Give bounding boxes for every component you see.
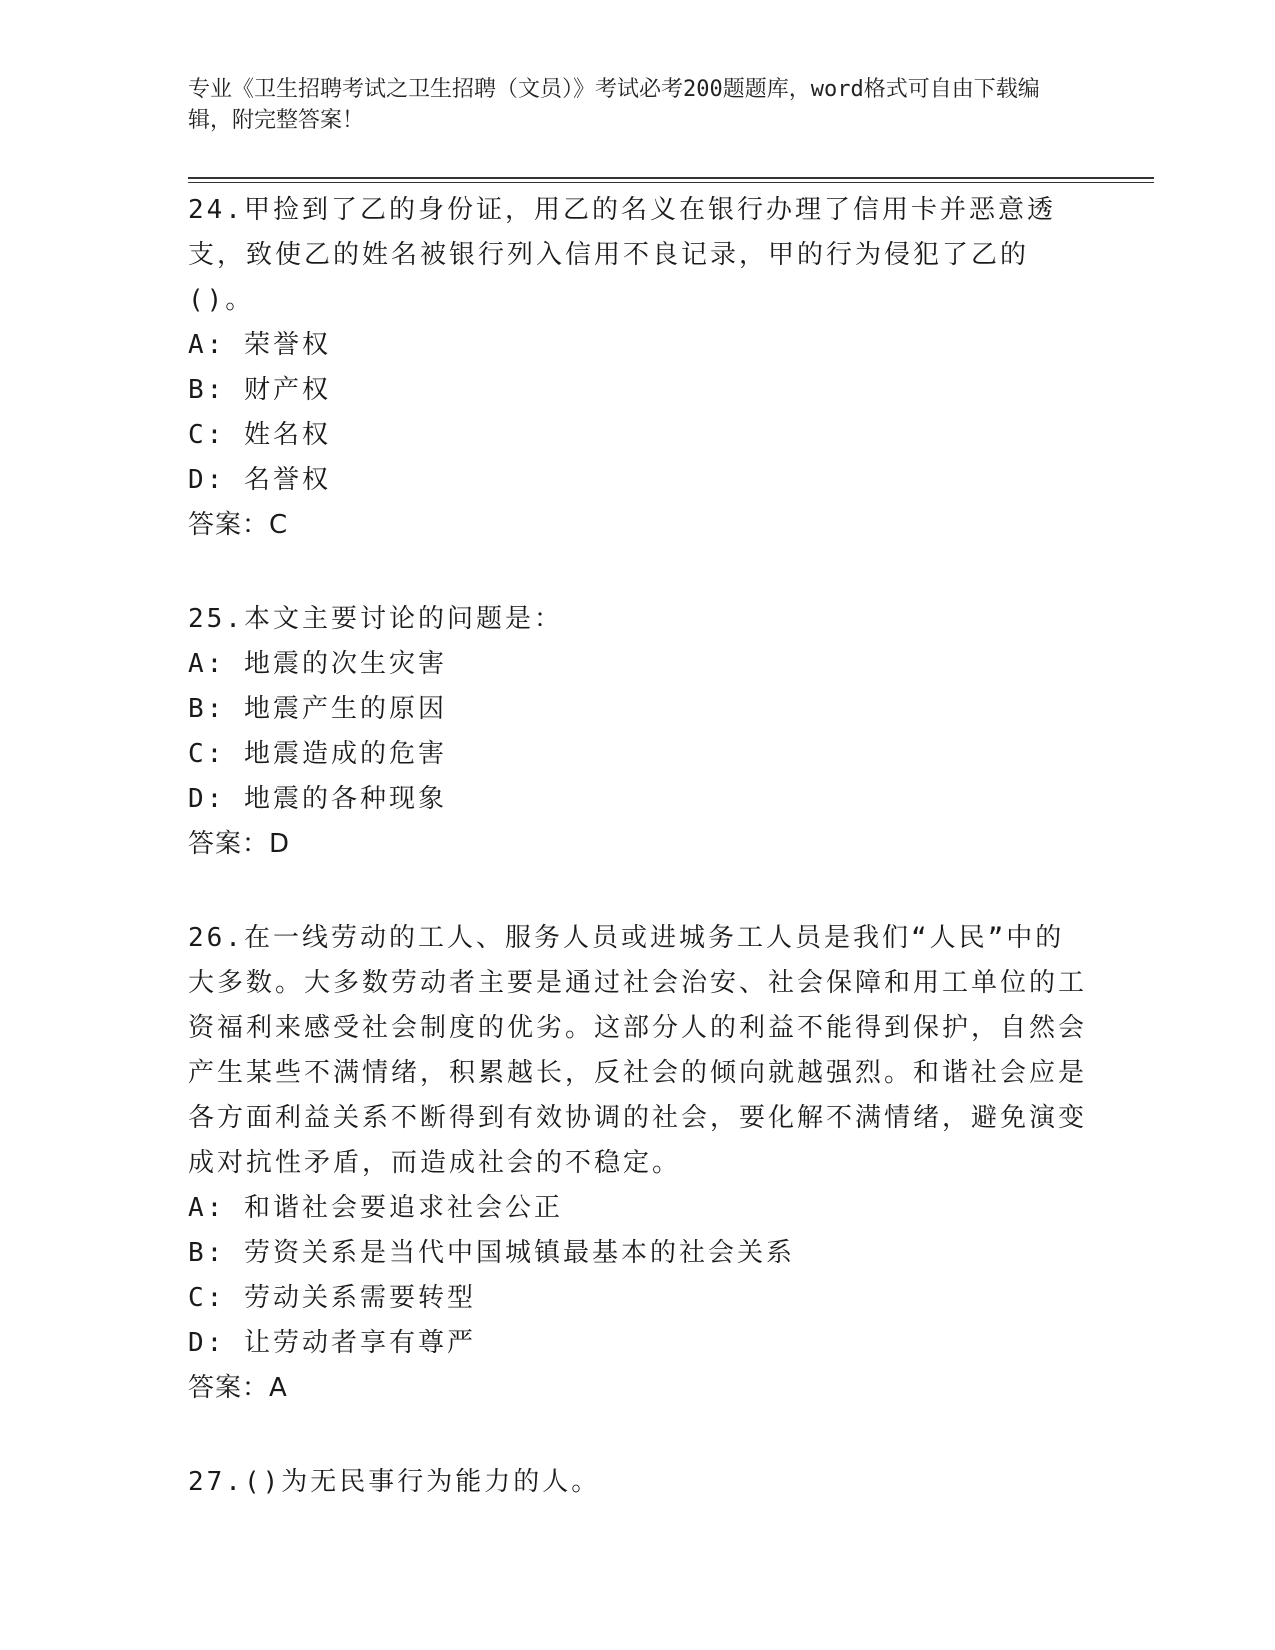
- document-header: 专业《卫生招聘考试之卫生招聘（文员）》考试必考200题题库，word格式可自由下载编辑，附完整答案！: [188, 77, 1040, 133]
- option-b: B: 地震产生的原因: [188, 694, 447, 724]
- option-d: D: 名誉权: [188, 465, 331, 495]
- option-c: C: 姓名权: [188, 420, 331, 450]
- question-text: 25.本文主要讨论的问题是：: [188, 604, 563, 634]
- option-d: D: 让劳动者享有尊严: [188, 1328, 476, 1358]
- option-c: C: 地震造成的危害: [188, 739, 447, 769]
- option-a: A: 地震的次生灾害: [188, 649, 447, 679]
- question-text: 26.在一线劳动的工人、服务人员或进城务工人员是我们“人民”中的大多数。大多数劳动者主要是通过社会治安、社会保障和用工单位的工资福利来感受社会制度的优劣。这部分人的利益不能得到保护，自然会产生某些不满情绪，积累越长，反社会的倾向就越强烈。和谐社会应是各方面利益关系不断得到有效协调的社会，要化解不满情绪，避免演变成对抗性矛盾，而造成社会的不稳定。: [188, 923, 1088, 1178]
- answer: 答案：D: [188, 829, 291, 859]
- question-text: 24.甲捡到了乙的身份证，用乙的名义在银行办理了信用卡并恶意透支，致使乙的姓名被银行列入信用不良记录，甲的行为侵犯了乙的()。: [188, 195, 1056, 315]
- question-24: [188, 188, 1088, 548]
- option-c: C: 劳动关系需要转型: [188, 1283, 476, 1313]
- answer: 答案：C: [188, 510, 289, 540]
- question-27: [188, 1460, 1088, 1505]
- question-list: [188, 188, 1088, 1554]
- question-text: 27.()为无民事行为能力的人。: [188, 1467, 601, 1497]
- question-26: [188, 916, 1088, 1411]
- option-a: A: 荣誉权: [188, 330, 331, 360]
- option-a: A: 和谐社会要追求社会公正: [188, 1193, 563, 1223]
- option-b: B: 劳资关系是当代中国城镇最基本的社会关系: [188, 1238, 795, 1268]
- option-b: B: 财产权: [188, 375, 331, 405]
- header-divider: [188, 177, 1154, 183]
- answer: 答案：A: [188, 1373, 288, 1403]
- question-25: [188, 597, 1088, 867]
- option-d: D: 地震的各种现象: [188, 784, 447, 814]
